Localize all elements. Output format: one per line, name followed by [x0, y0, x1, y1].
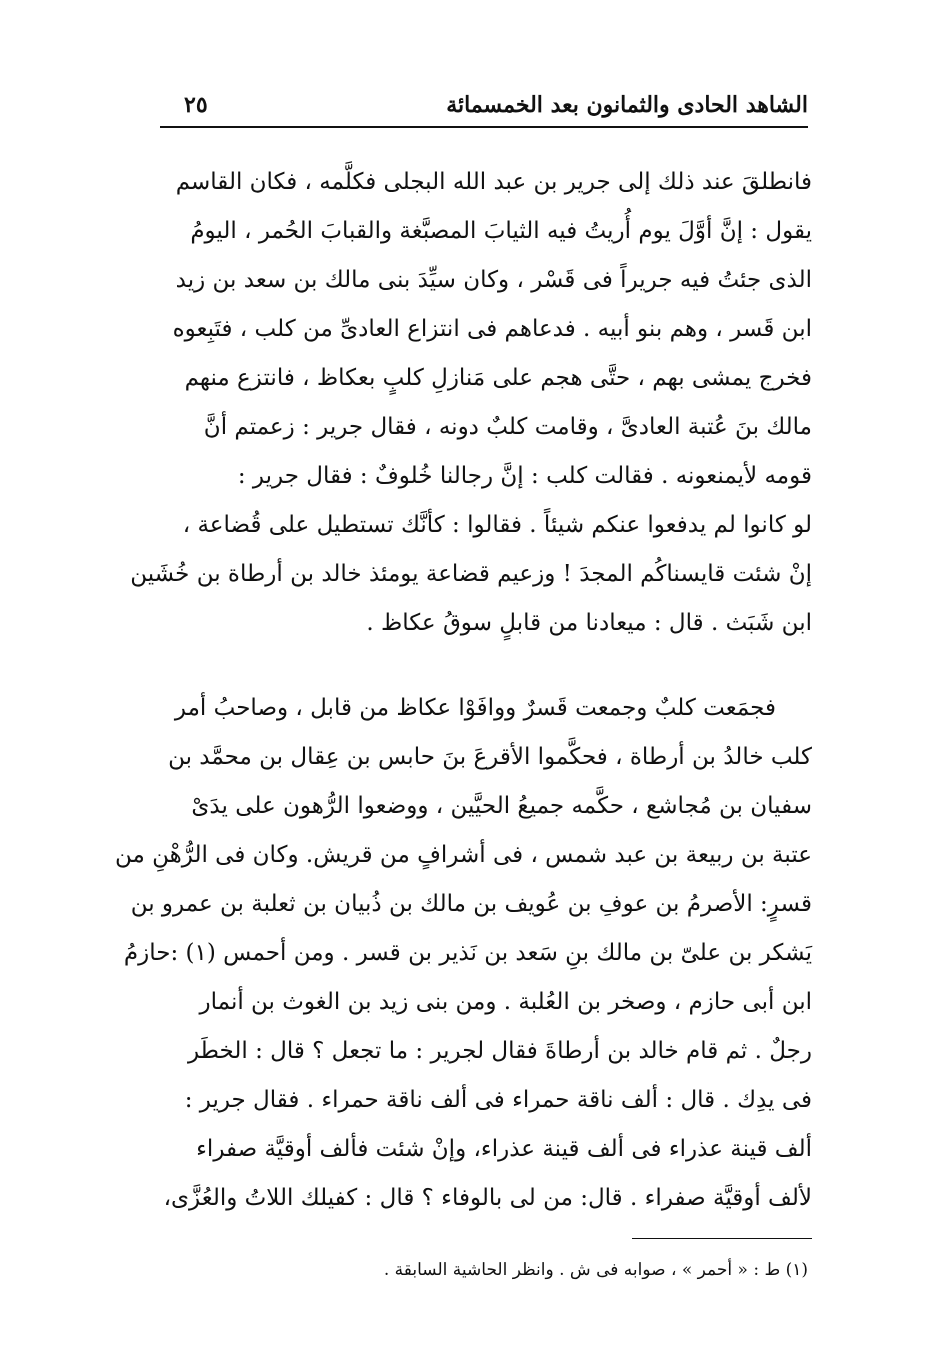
text-line: يَشكر بن علىّ بن مالك بنِ سَعد بن نَذير بن قسر . ومن أحمس (١) :حازمُ: [123, 940, 812, 966]
text-line: رجلٌ . ثم قام خالد بن أرطاةَ فقال لجرير : ما تجعل ؟ قال : الخطَر: [187, 1038, 812, 1064]
paragraph-1: [130, 158, 812, 648]
text-line: الذى جئتُ فيه جريراً فى قَسْر ، وكان سيِّدَ بنى مالك بن سعد بن زيد: [175, 267, 812, 293]
text-line: عتبة بن ربيعة بن عبد شمس ، فى أشرافٍ من قريش. وكان فى الرُّهْنِ من: [114, 842, 812, 868]
text-line: لو كانوا لم يدفعوا عنكم شيئاً . فقالوا : كأنَّك تستطيل على قُضاعة ،: [182, 512, 812, 538]
text-line: ابن شَبَث . قال : ميعادنا من قابلٍ سوقُ عكاظ .: [366, 610, 812, 636]
text-line: فى يدِك . قال : ألف ناقة حمراء فى ألف ناقة حمراء . فقال جرير :: [184, 1087, 812, 1113]
footnote: [300, 1252, 808, 1288]
text-line: ابن أبى حازم ، وصخر بن العُلبة . ومن بنى زيد بن الغوث بن أنمار: [199, 989, 812, 1015]
page-number: ٢٥: [184, 92, 208, 118]
running-title: الشاهد الحادى والثمانون بعد الخمسمائة: [446, 92, 808, 118]
text-line: إنْ شئت قايسناكُم المجدَ ! وزعيم قضاعة يومئذ خالد بن أرطاة بن خُشَين: [130, 561, 812, 587]
footnote-text: ط : « أحمر » ، صوابه فى ش . وانظر الحاشية السابقة .: [383, 1260, 781, 1280]
footnote-divider: [632, 1238, 812, 1239]
text-line: قسرٍ: الأصرمُ بن عوفِ بن عُويف بن مالك بن ذُبيان بن ثعلبة بن عمرو بن: [130, 891, 812, 917]
text-line: لألف أوقيَّة صفراء . قال: من لى بالوفاء ؟ قال : كفيلك اللاتُ والعُزَّى،: [163, 1185, 812, 1211]
paragraph-2: [114, 684, 812, 1223]
text-line: فانطلقَ عند ذلك إلى جرير بن عبد الله البجلى فكلَّمه ، فكان القاسم: [175, 169, 812, 195]
text-line: كلب خالدُ بن أرطاة ، فحكَّموا الأقرعَ بنَ حابس بن عِقال بن محمَّد بن: [168, 744, 812, 770]
text-line: ألف قينة عذراء فى ألف قينة عذراء، وإنْ شئت فألف أوقيَّة صفراء: [196, 1136, 812, 1162]
text-line: قومه لأيمنعونه . فقالت كلب : إنَّ رجالنا خُلوفٌ : فقال جرير :: [237, 463, 812, 489]
text-line: فجمَعت كلبٌ وجمعت قَسرٌ ووافَوْا عكاظ من قابل ، وصاحبُ أمر: [174, 695, 776, 721]
text-line: مالك بنَ عُتبة العادىَّ ، وقامت كلبٌ دونه ، فقال جرير : زعمتم أنَّ: [203, 414, 812, 440]
page-header: [160, 92, 808, 126]
text-line: فخرج يمشى بهم ، حتَّى هجم على مَنازلِ كلبٍ بعكاظ ، فانتزع منهم: [184, 365, 812, 391]
text-line: يقول : إنَّ أوَّلَ يوم أُريتُ فيه الثيابَ المصبَّغة والقبابَ الحُمر ، اليومُ: [190, 218, 812, 244]
header-divider: [160, 126, 808, 128]
text-line: سفيان بن مُجاشع ، حكَّمه جميعُ الحيَّين ، ووضعوا الرُّهون على يدَىْ: [191, 793, 812, 819]
footnote-marker: (١): [785, 1260, 808, 1280]
text-line: ابن قَسر ، وهم بنو أبيه . فدعاهم فى انتزاع العادىِّ من كلب ، فتَبِعوه: [172, 316, 812, 342]
